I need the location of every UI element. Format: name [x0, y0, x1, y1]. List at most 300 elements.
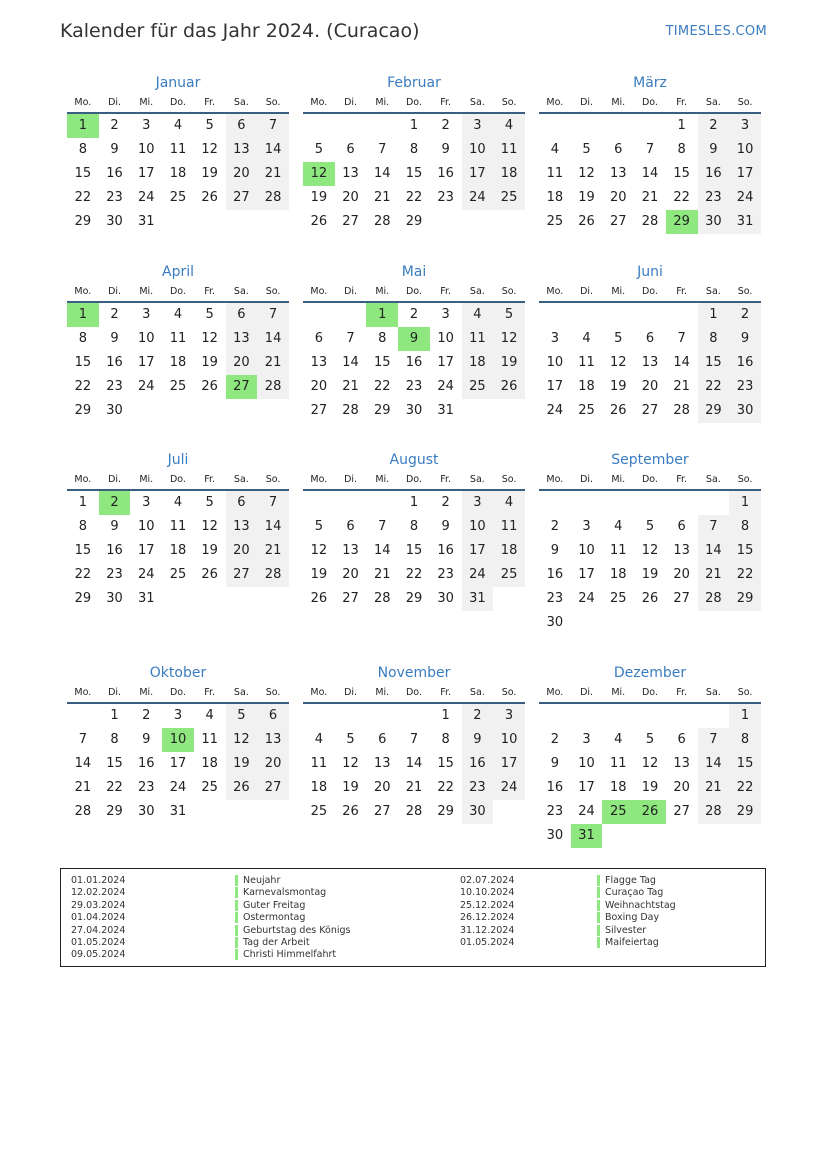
weekday-label: Sa.: [233, 474, 249, 485]
day-cell: 18: [310, 780, 328, 795]
day-cell: 31: [169, 804, 187, 819]
day-cell: 3: [462, 491, 494, 515]
day-cell: 14: [698, 539, 730, 563]
day-cell: 8: [729, 515, 761, 539]
day-cell: 9: [441, 519, 450, 534]
day-cell: 16: [106, 166, 123, 181]
weekday-label: Di.: [108, 286, 122, 297]
weekday-label: Di.: [580, 286, 594, 297]
legend-date: 27.04.2024: [71, 924, 126, 936]
day-cell: 21: [257, 539, 289, 563]
day-cell: 11: [609, 756, 627, 771]
weekday-label: Do.: [405, 687, 422, 698]
weekday-header: [539, 283, 761, 303]
day-cell: 28: [698, 800, 730, 824]
day-cell: 15: [405, 166, 423, 181]
day-cell: 19: [310, 567, 328, 582]
day-cell: 13: [342, 543, 359, 558]
day-cell: 9: [550, 543, 559, 558]
day-cell: 7: [698, 515, 730, 539]
day-cell: 18: [462, 351, 494, 375]
day-cell: 16: [698, 162, 730, 186]
weekday-label: Do.: [169, 687, 186, 698]
day-cell: 8: [729, 728, 761, 752]
day-cell: 8: [677, 142, 686, 157]
day-cell: 5: [645, 519, 655, 534]
day-cell: 7: [78, 732, 87, 747]
weekday-label: Mo.: [74, 97, 92, 108]
day-cell: 17: [137, 543, 155, 558]
day-cell: 15: [74, 166, 92, 181]
day-cell: 12: [201, 519, 218, 534]
day-cell: 17: [462, 162, 494, 186]
day-cell: 8: [441, 732, 450, 747]
day-cell: 5: [582, 142, 591, 157]
day-cell: 13: [342, 166, 359, 181]
legend-date: 01.05.2024: [71, 937, 126, 949]
day-cell: 21: [698, 776, 730, 800]
empty-cell: [698, 704, 730, 728]
brand-logo-text[interactable]: TIMESLES.COM: [665, 24, 767, 39]
day-cell: 9: [110, 519, 119, 534]
day-cell: 15: [373, 355, 391, 370]
weekday-header: [539, 471, 761, 491]
holiday-day-cell: 29: [666, 210, 698, 234]
day-cell: 23: [698, 186, 730, 210]
day-cell: 17: [729, 162, 761, 186]
weekday-label: Mi.: [375, 687, 390, 698]
day-cell: 8: [409, 142, 419, 157]
day-cell: 13: [373, 756, 391, 771]
day-cell: 20: [226, 351, 258, 375]
day-cell: 16: [106, 543, 123, 558]
month-2: [303, 74, 525, 234]
day-cell: 4: [173, 307, 183, 322]
day-cell: 18: [169, 166, 187, 181]
day-cell: 30: [106, 214, 123, 229]
day-cell: 10: [493, 728, 525, 752]
day-cell: 16: [546, 567, 564, 582]
day-cell: 24: [437, 379, 454, 394]
month-6: [539, 263, 761, 423]
day-cell: 10: [462, 138, 494, 162]
day-cell: 9: [462, 728, 494, 752]
weekday-label: Sa.: [705, 687, 721, 698]
day-cell: 29: [405, 591, 423, 606]
empty-cell: [67, 704, 99, 728]
empty-cell: [335, 303, 367, 327]
weekday-label: Mo.: [546, 97, 564, 108]
month-10: [67, 664, 289, 824]
month-name: Oktober: [149, 665, 207, 681]
day-cell: 22: [698, 375, 730, 399]
day-cell: 28: [373, 214, 391, 229]
day-cell: 4: [582, 331, 591, 346]
day-cell: 12: [578, 166, 595, 181]
day-cell: 4: [314, 732, 323, 747]
day-cell: 12: [493, 327, 525, 351]
day-cell: 20: [373, 780, 391, 795]
weekday-label: Mi.: [375, 474, 390, 485]
day-cell: 30: [405, 403, 423, 418]
weekday-label: Di.: [580, 97, 594, 108]
month-7: [67, 451, 289, 611]
day-cell: 29: [74, 214, 92, 229]
weekday-label: Mi.: [611, 474, 626, 485]
day-cell: 15: [74, 355, 92, 370]
weekday-label: Do.: [641, 97, 658, 108]
weekday-header: [303, 94, 525, 114]
day-cell: 24: [137, 567, 155, 582]
day-cell: 26: [578, 214, 595, 229]
day-cell: 13: [641, 355, 659, 370]
empty-cell: [634, 704, 666, 728]
day-cell: 6: [346, 142, 355, 157]
day-cell: 1: [78, 495, 87, 510]
empty-cell: [366, 704, 398, 728]
day-cell: 2: [550, 519, 559, 534]
day-cell: 12: [609, 355, 627, 370]
day-cell: 3: [441, 307, 450, 322]
weekday-label: Sa.: [705, 97, 721, 108]
day-cell: 21: [257, 162, 289, 186]
day-cell: 22: [405, 567, 423, 582]
day-cell: 14: [373, 543, 391, 558]
empty-cell: [335, 114, 367, 138]
empty-cell: [366, 114, 398, 138]
day-cell: 15: [673, 166, 690, 181]
day-cell: 8: [698, 327, 730, 351]
day-cell: 25: [169, 567, 187, 582]
day-cell: 9: [441, 142, 450, 157]
weekday-label: Mo.: [310, 97, 328, 108]
day-cell: 6: [614, 142, 623, 157]
weekday-label: Mi.: [139, 286, 154, 297]
holiday-day-cell: 31: [571, 824, 603, 848]
day-cell: 16: [137, 756, 155, 771]
day-cell: 11: [310, 756, 328, 771]
day-cell: 25: [493, 186, 525, 210]
legend-holiday-name: Flagge Tag: [597, 875, 656, 886]
day-cell: 19: [226, 752, 258, 776]
weekday-header: [303, 283, 525, 303]
day-cell: 5: [645, 732, 655, 747]
day-cell: 13: [257, 728, 289, 752]
day-cell: 13: [673, 543, 690, 558]
empty-cell: [666, 491, 698, 515]
day-cell: 18: [609, 780, 627, 795]
day-cell: 25: [546, 214, 564, 229]
weekday-label: Di.: [580, 687, 594, 698]
day-cell: 11: [578, 355, 595, 370]
holiday-day-cell: 1: [67, 114, 99, 138]
day-cell: 12: [641, 543, 659, 558]
day-cell: 19: [201, 543, 218, 558]
day-grid: [539, 704, 761, 848]
day-cell: 23: [546, 591, 564, 606]
day-cell: 5: [226, 704, 258, 728]
empty-cell: [303, 704, 335, 728]
day-cell: 18: [169, 355, 187, 370]
day-cell: 29: [74, 591, 92, 606]
empty-cell: [602, 114, 634, 138]
day-cell: 6: [677, 732, 686, 747]
day-cell: 25: [310, 804, 328, 819]
weekday-label: So.: [737, 687, 753, 698]
holiday-day-cell: 10: [162, 728, 194, 752]
day-cell: 28: [257, 186, 289, 210]
month-name: April: [162, 264, 194, 280]
month-1: [67, 74, 289, 234]
holiday-day-cell: 1: [366, 303, 398, 327]
day-cell: 2: [110, 307, 119, 322]
weekday-label: Fr.: [440, 474, 452, 485]
weekday-label: Mi.: [611, 687, 626, 698]
empty-cell: [571, 114, 603, 138]
day-cell: 31: [137, 214, 155, 229]
day-cell: 23: [137, 780, 155, 795]
day-cell: 19: [641, 567, 659, 582]
day-cell: 21: [74, 780, 92, 795]
weekday-label: Mo.: [74, 286, 92, 297]
day-cell: 29: [405, 214, 423, 229]
weekday-label: So.: [265, 97, 281, 108]
day-cell: 8: [78, 142, 87, 157]
day-cell: 22: [405, 190, 423, 205]
weekday-label: So.: [737, 286, 753, 297]
month-name: September: [611, 452, 689, 468]
legend-holiday-name: Ostermontag: [235, 912, 305, 923]
day-cell: 28: [673, 403, 690, 418]
day-cell: 7: [346, 331, 355, 346]
day-cell: 23: [405, 379, 423, 394]
day-cell: 20: [342, 190, 359, 205]
day-cell: 3: [582, 519, 591, 534]
day-grid: [303, 303, 525, 423]
day-cell: 2: [698, 114, 730, 138]
day-cell: 16: [106, 355, 123, 370]
day-cell: 20: [310, 379, 328, 394]
day-cell: 30: [546, 828, 564, 843]
weekday-header: [539, 94, 761, 114]
day-cell: 26: [342, 804, 359, 819]
day-cell: 2: [462, 704, 494, 728]
day-cell: 26: [310, 591, 328, 606]
day-cell: 15: [729, 752, 761, 776]
day-cell: 11: [546, 166, 564, 181]
day-cell: 24: [462, 186, 494, 210]
legend-holiday-name: Weihnachtstag: [597, 900, 676, 911]
day-cell: 28: [698, 587, 730, 611]
day-cell: 7: [409, 732, 419, 747]
day-cell: 23: [437, 190, 454, 205]
day-cell: 17: [137, 166, 155, 181]
day-cell: 10: [578, 756, 595, 771]
day-cell: 4: [493, 114, 525, 138]
empty-cell: [634, 491, 666, 515]
legend-date: 09.05.2024: [71, 949, 126, 961]
month-3: [539, 74, 761, 234]
day-cell: 7: [698, 728, 730, 752]
weekday-label: Mi.: [611, 286, 626, 297]
holiday-day-cell: 26: [634, 800, 666, 824]
weekday-label: So.: [501, 474, 517, 485]
weekday-label: Fr.: [676, 97, 688, 108]
weekday-header: [539, 684, 761, 704]
weekday-label: Di.: [108, 97, 122, 108]
day-cell: 9: [729, 327, 761, 351]
day-cell: 20: [641, 379, 659, 394]
holiday-day-cell: 12: [303, 162, 335, 186]
day-cell: 12: [226, 728, 258, 752]
empty-cell: [539, 114, 571, 138]
day-cell: 3: [142, 118, 151, 133]
day-cell: 3: [462, 114, 494, 138]
day-cell: 6: [378, 732, 387, 747]
day-cell: 24: [578, 804, 595, 819]
empty-cell: [539, 303, 571, 327]
day-cell: 3: [173, 708, 183, 723]
day-cell: 19: [493, 351, 525, 375]
empty-cell: [398, 704, 430, 728]
weekday-header: [303, 471, 525, 491]
month-name: Februar: [387, 75, 441, 91]
empty-cell: [571, 303, 603, 327]
day-cell: 1: [409, 495, 419, 510]
weekday-label: Mo.: [74, 474, 92, 485]
day-cell: 19: [201, 355, 218, 370]
legend-dates-right: [460, 875, 514, 949]
day-cell: 13: [673, 756, 690, 771]
day-grid: [539, 303, 761, 423]
day-cell: 10: [729, 138, 761, 162]
day-cell: 5: [314, 142, 323, 157]
day-cell: 16: [437, 543, 454, 558]
day-cell: 22: [437, 780, 454, 795]
day-cell: 10: [137, 331, 155, 346]
weekday-label: Do.: [169, 97, 186, 108]
day-cell: 5: [205, 118, 214, 133]
day-cell: 14: [342, 355, 359, 370]
day-cell: 6: [226, 303, 258, 327]
day-cell: 29: [74, 403, 92, 418]
day-cell: 24: [578, 591, 595, 606]
weekday-label: Sa.: [469, 474, 485, 485]
day-cell: 18: [578, 379, 595, 394]
legend-date: 29.03.2024: [71, 899, 126, 911]
day-cell: 29: [437, 804, 454, 819]
day-cell: 17: [546, 379, 564, 394]
day-cell: 4: [173, 118, 183, 133]
weekday-label: Mo.: [310, 687, 328, 698]
day-cell: 19: [609, 379, 627, 394]
day-cell: 28: [373, 591, 391, 606]
day-cell: 16: [462, 752, 494, 776]
legend-date: 01.04.2024: [71, 912, 126, 924]
weekday-label: Do.: [405, 286, 422, 297]
day-cell: 8: [409, 519, 419, 534]
day-cell: 17: [578, 780, 595, 795]
day-cell: 14: [257, 138, 289, 162]
day-cell: 24: [493, 776, 525, 800]
weekday-label: Mi.: [139, 687, 154, 698]
day-cell: 29: [729, 800, 761, 824]
day-cell: 14: [257, 327, 289, 351]
day-cell: 3: [582, 732, 591, 747]
day-cell: 19: [201, 166, 218, 181]
weekday-label: Mo.: [546, 687, 564, 698]
day-cell: 5: [314, 519, 323, 534]
day-cell: 25: [169, 379, 187, 394]
day-cell: 3: [729, 114, 761, 138]
day-cell: 13: [226, 515, 258, 539]
day-cell: 5: [614, 331, 623, 346]
legend-names-right: [597, 875, 676, 949]
day-cell: 3: [550, 331, 559, 346]
day-cell: 17: [493, 752, 525, 776]
day-cell: 26: [609, 403, 627, 418]
day-cell: 16: [546, 780, 564, 795]
weekday-label: Sa.: [469, 97, 485, 108]
day-cell: 16: [405, 355, 423, 370]
empty-cell: [539, 491, 571, 515]
month-name: Juli: [167, 452, 189, 468]
day-cell: 27: [641, 403, 659, 418]
weekday-label: Do.: [641, 474, 658, 485]
day-cell: 21: [673, 379, 690, 394]
day-cell: 15: [106, 756, 123, 771]
day-cell: 4: [614, 732, 623, 747]
weekday-label: So.: [265, 687, 281, 698]
weekday-label: Do.: [169, 474, 186, 485]
month-name: Januar: [155, 75, 201, 91]
day-cell: 30: [729, 399, 761, 423]
day-cell: 2: [142, 708, 151, 723]
holiday-day-cell: 2: [99, 491, 131, 515]
day-cell: 15: [729, 539, 761, 563]
day-cell: 9: [142, 732, 151, 747]
day-cell: 6: [257, 704, 289, 728]
weekday-label: Do.: [641, 286, 658, 297]
day-cell: 14: [74, 756, 92, 771]
day-cell: 22: [106, 780, 123, 795]
day-cell: 10: [546, 355, 564, 370]
day-cell: 30: [106, 591, 123, 606]
day-cell: 7: [677, 331, 686, 346]
weekday-label: Fr.: [204, 474, 216, 485]
day-cell: 21: [405, 780, 423, 795]
day-cell: 8: [78, 519, 87, 534]
day-cell: 1: [698, 303, 730, 327]
weekday-label: Di.: [344, 286, 358, 297]
empty-cell: [539, 704, 571, 728]
day-cell: 11: [609, 543, 627, 558]
day-cell: 2: [441, 495, 450, 510]
day-cell: 24: [729, 186, 761, 210]
day-cell: 14: [698, 752, 730, 776]
day-cell: 8: [78, 331, 87, 346]
day-cell: 24: [169, 780, 187, 795]
day-grid: [303, 114, 525, 234]
day-cell: 27: [226, 186, 258, 210]
weekday-label: Fr.: [440, 97, 452, 108]
day-cell: 9: [110, 142, 119, 157]
weekday-label: Di.: [580, 474, 594, 485]
empty-cell: [335, 704, 367, 728]
day-cell: 7: [378, 142, 387, 157]
weekday-label: So.: [265, 474, 281, 485]
day-cell: 31: [462, 587, 494, 611]
